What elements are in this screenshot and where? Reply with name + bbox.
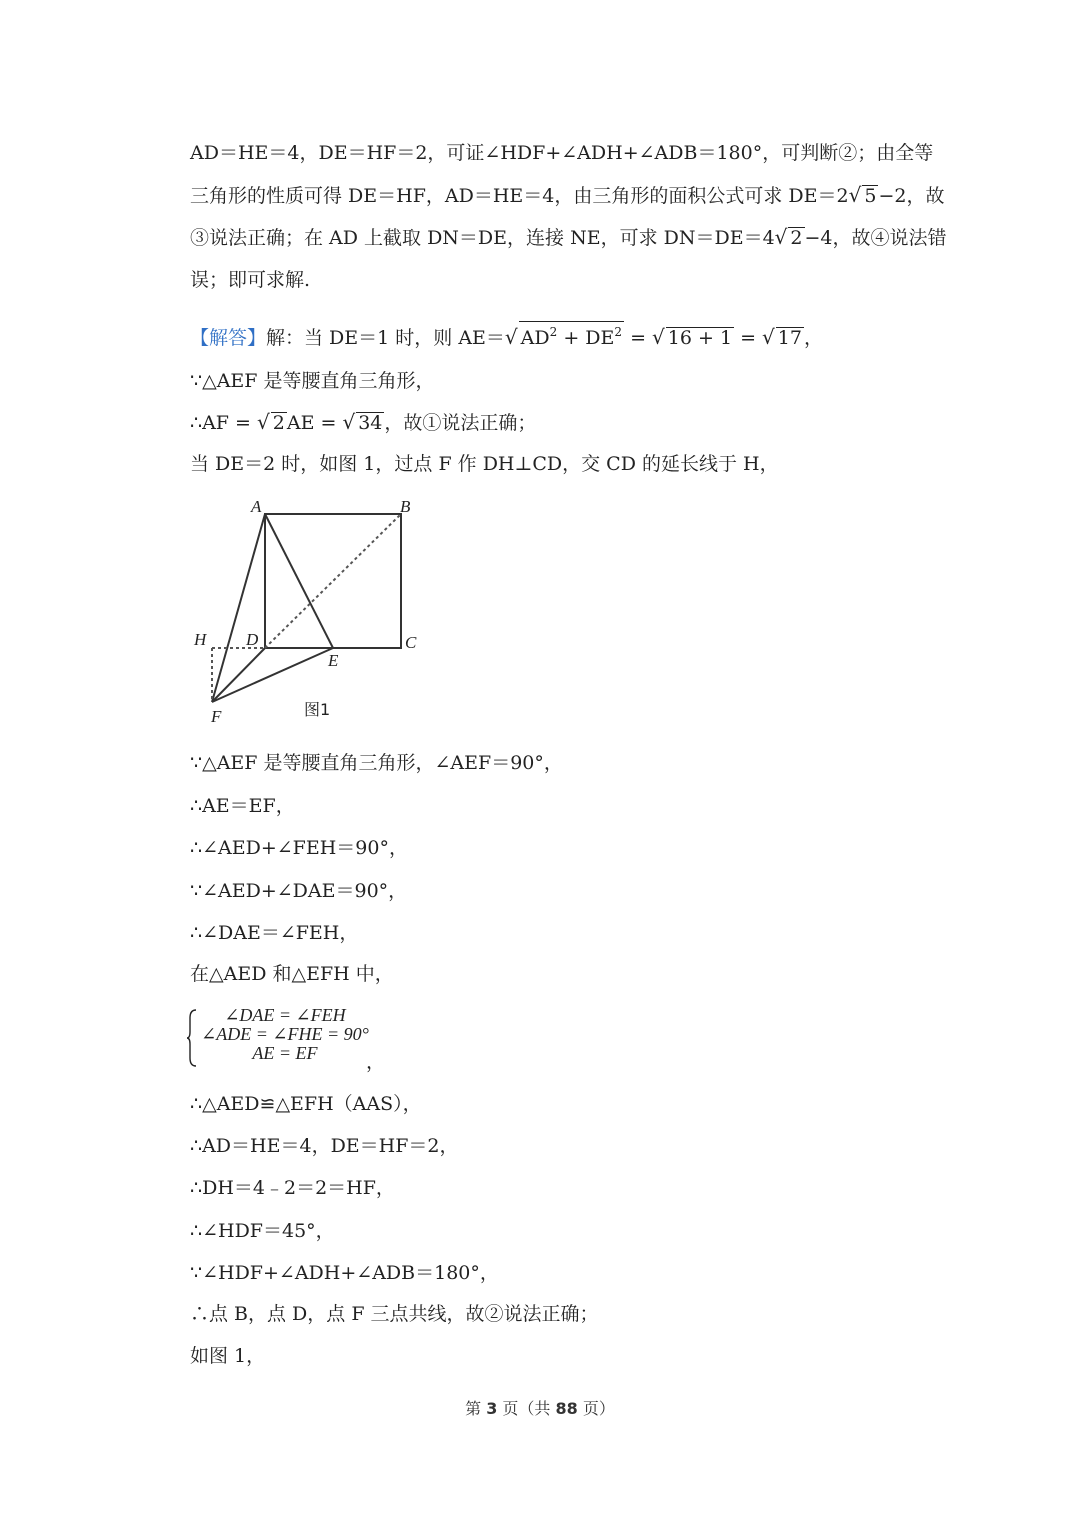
- geometry-figure: [180, 492, 440, 732]
- label-d: D: [246, 630, 259, 649]
- segment-ae: [265, 514, 333, 648]
- text-line-3: [190, 225, 947, 250]
- text-line-3a: ③说法正确；在 AD 上截取 DN＝DE，连接 NE，可求 DN＝DE＝4: [190, 227, 775, 249]
- sup-2: 2: [614, 325, 623, 339]
- footer-suffix: 页）: [577, 1399, 615, 1418]
- text-line-8: 当 DE＝2 时，如图 1，过点 F 作 DH⊥CD，交 CD 的延长线于 H，: [190, 453, 779, 475]
- label-f: F: [211, 707, 222, 726]
- page-footer: [0, 1396, 1080, 1419]
- radical-sign: √: [762, 325, 775, 349]
- radical-sign: √: [504, 325, 518, 349]
- equation-system: [190, 1006, 380, 1063]
- comma: ，: [803, 327, 823, 349]
- sup-2: 2: [549, 325, 558, 339]
- sqrt-5: 5: [864, 185, 877, 207]
- text-line-13: ∴∠DAE＝∠FEH，: [190, 922, 359, 944]
- sqrt-16-1: 16 + 1: [667, 327, 733, 349]
- label-b: B: [400, 497, 411, 516]
- label-e: E: [328, 651, 339, 670]
- conclusion: ，故①说法正确；: [384, 412, 537, 434]
- text-line-16: ∴AD＝HE＝4，DE＝HF＝2，: [190, 1135, 459, 1157]
- text-line-18: ∴∠HDF＝45°，: [190, 1220, 335, 1242]
- sqrt-2: 2: [790, 227, 803, 249]
- text-line-4: 误；即可求解.: [190, 269, 311, 291]
- answer-line: [190, 321, 823, 350]
- footer-page-number: 3: [486, 1399, 498, 1418]
- label-c: C: [405, 633, 417, 652]
- text-line-3c: −4，故④说法错: [804, 227, 947, 249]
- radical-sign: √: [774, 225, 788, 249]
- system-comma: ，: [366, 1051, 386, 1073]
- ae-eq: AE =: [286, 412, 343, 434]
- answer-tag: 【解答】: [190, 327, 267, 349]
- system-row-3: AE = EF: [252, 1043, 318, 1063]
- figure-caption: 图1: [304, 700, 331, 719]
- system-row-2: ∠ADE = ∠FHE = 90°: [201, 1024, 369, 1044]
- footer-total-pages: 88: [555, 1399, 578, 1418]
- label-a: A: [251, 497, 262, 516]
- radical-sign: √: [257, 410, 270, 434]
- text-line-2c: −2，故: [878, 185, 945, 207]
- system-row-1: ∠DAE = ∠FEH: [224, 1005, 346, 1025]
- text-line-9: ∵△AEF 是等腰直角三角形，∠AEF＝90°，: [190, 752, 563, 774]
- text-line-7: [190, 410, 536, 435]
- answer-text: 解：当 DE＝1 时，则 AE＝: [266, 327, 505, 349]
- sqrt-ad-de: [519, 321, 624, 348]
- text-line-12: ∵∠AED+∠DAE＝90°，: [190, 880, 408, 902]
- radical-sign: √: [342, 410, 356, 434]
- segment-fe: [212, 648, 333, 702]
- footer-prefix: 第: [465, 1399, 487, 1418]
- text-line-6: ∵△AEF 是等腰直角三角形，: [190, 370, 435, 392]
- text-line-11: ∴∠AED+∠FEH＝90°，: [190, 837, 408, 859]
- text-line-19: ∵∠HDF+∠ADH+∠ADB＝180°，: [190, 1262, 499, 1284]
- text-line-20: ∴点 B，点 D，点 F 三点共线，故②说法正确；: [190, 1303, 599, 1325]
- text-line-15: ∴△AED≌△EFH（AAS），: [190, 1093, 422, 1115]
- text-line-10: ∴AE＝EF，: [190, 795, 295, 817]
- term-ad: AD: [520, 327, 550, 349]
- text-line-1: AD＝HE＝4，DE＝HF＝2，可证∠HDF+∠ADH+∠ADB＝180°，可判断②；由全等: [190, 142, 934, 164]
- text-line-21: 如图 1，: [190, 1345, 266, 1367]
- sqrt-17: 17: [777, 327, 802, 349]
- term-de: + DE: [557, 327, 615, 349]
- af-eq: ∴AF =: [190, 412, 257, 434]
- sqrt-2: 2: [272, 412, 285, 434]
- equals: =: [734, 327, 763, 349]
- footer-middle: 页（共: [497, 1399, 556, 1418]
- text-line-2: [190, 183, 944, 208]
- text-line-2a: 三角形的性质可得 DE＝HF，AD＝HE＝4，由三角形的面积公式可求 DE＝2: [190, 185, 849, 207]
- label-h: H: [194, 630, 207, 649]
- radical-sign: √: [652, 325, 665, 349]
- text-line-14: 在△AED 和△EFH 中，: [190, 963, 394, 985]
- diagonal-db: [265, 514, 401, 648]
- radical-sign: √: [848, 183, 862, 207]
- sqrt-34: 34: [358, 412, 383, 434]
- text-line-17: ∴DH＝4﹣2＝2＝HF，: [190, 1177, 395, 1199]
- equals: =: [624, 327, 653, 349]
